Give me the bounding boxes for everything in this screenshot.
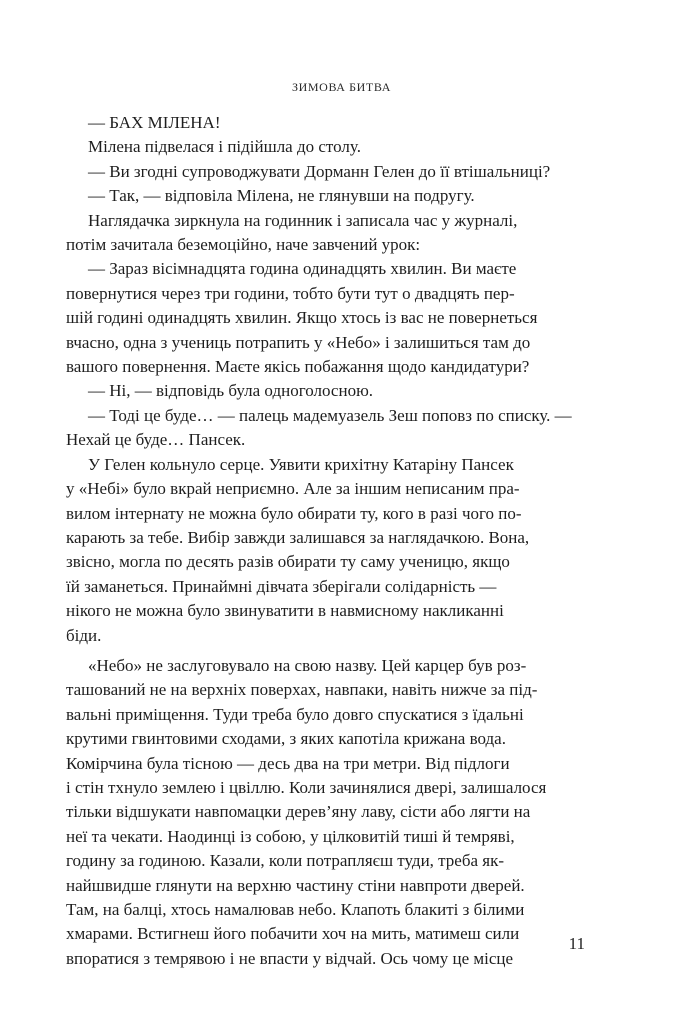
text-line: неї та чекати. Наодинці із собою, у цілковитій тиші й темряві, xyxy=(66,826,515,846)
text-line: «Небо» не заслуговувало на свою назву. Цей карцер був роз- xyxy=(88,655,527,675)
body-text xyxy=(66,111,586,971)
text-line: повернутися через три години, тобто бути тут о двадцять пер- xyxy=(66,283,515,303)
text-line: крутими гвинтовими сходами, з яких капотіла крижана вода. xyxy=(66,729,506,749)
text-line: їй заманеться. Принаймні дівчата зберігали солідарність — xyxy=(66,576,497,596)
text-line: потім зачитала беземоційно, наче завчений урок: xyxy=(66,235,421,255)
text-line: годину за годиною. Казали, коли потрапляєш туди, треба як- xyxy=(66,851,505,871)
text-line: вилом інтернату не можна було обирати ту, кого в разі чого по- xyxy=(66,503,522,523)
text-line: впоратися з темрявою і не впасти у відчай. Ось чому це місце xyxy=(66,948,514,968)
text-line: вашого повернення. Маєте якісь побажання щодо кандидатури? xyxy=(66,357,530,377)
text-line: У Гелен кольнуло серце. Уявити крихітну Катаріну Пансек xyxy=(88,454,514,474)
text-line: Нехай це буде… Пансек. xyxy=(66,430,246,450)
text-line: — Тоді це буде… — палець мадемуазель Зеш поповз по списку. — xyxy=(88,405,572,425)
text-line: — Ні, — відповідь була одноголосною. xyxy=(88,381,374,401)
text-line: карають за тебе. Вибір завжди залишався за наглядачкою. Вона, xyxy=(66,527,530,547)
text-line: — Ви згодні супроводжувати Дорманн Гелен до її втішальниці? xyxy=(88,161,551,181)
text-line: Комірчина була тісною — десь два на три метри. Від підлоги xyxy=(66,753,510,773)
text-line: Там, на балці, хтось намалював небо. Клапоть блакиті з білими xyxy=(66,900,525,919)
page-number: 11 xyxy=(568,934,585,953)
text-line: — БАХ МІЛЕНА! xyxy=(88,113,221,132)
text-line: — Так, — відповіла Мілена, не глянувши на подругу. xyxy=(88,186,475,206)
text-line: і стін тхнуло землею і цвіллю. Коли зачинялися двері, залишалося xyxy=(66,777,547,797)
text-line: вальні приміщення. Туди треба було довго спускатися з їдальні xyxy=(66,704,524,724)
text-line: біди. xyxy=(66,625,102,645)
text-line: вчасно, одна з учениць потрапить у «Небо» і залишиться там до xyxy=(66,332,531,352)
text-line: Мілена підвелася і підійшла до столу. xyxy=(88,137,361,157)
text-line: найшвидше глянути на верхню частину стіни навпроти дверей. xyxy=(66,875,525,895)
text-line: Наглядачка зиркнула на годинник і записала час у журналі, xyxy=(88,210,518,230)
running-title: ЗИМОВА БИТВА xyxy=(292,80,391,94)
text-line: — Зараз вісімнадцята година одинадцять хвилин. Ви маєте xyxy=(88,259,517,279)
text-line: ташований не на верхніх поверхах, навпаки, навіть нижче за під- xyxy=(66,680,538,700)
text-line: звісно, могла по десять разів обирати ту саму ученицю, якщо xyxy=(66,552,510,572)
text-line: шій годині одинадцять хвилин. Якщо хтось із вас не повернеться xyxy=(66,308,538,328)
text-line: тільки відшукати навпомацки дерев’яну лаву, сісти або лягти на xyxy=(66,802,531,822)
text-line: нікого не можна було звинуватити в навмисному накликанні xyxy=(66,601,504,621)
text-line: у «Небі» було вкрай неприємно. Але за іншим неписаним пра- xyxy=(66,479,520,499)
text-line: хмарами. Встигнеш його побачити хоч на мить, матимеш сили xyxy=(66,924,520,944)
